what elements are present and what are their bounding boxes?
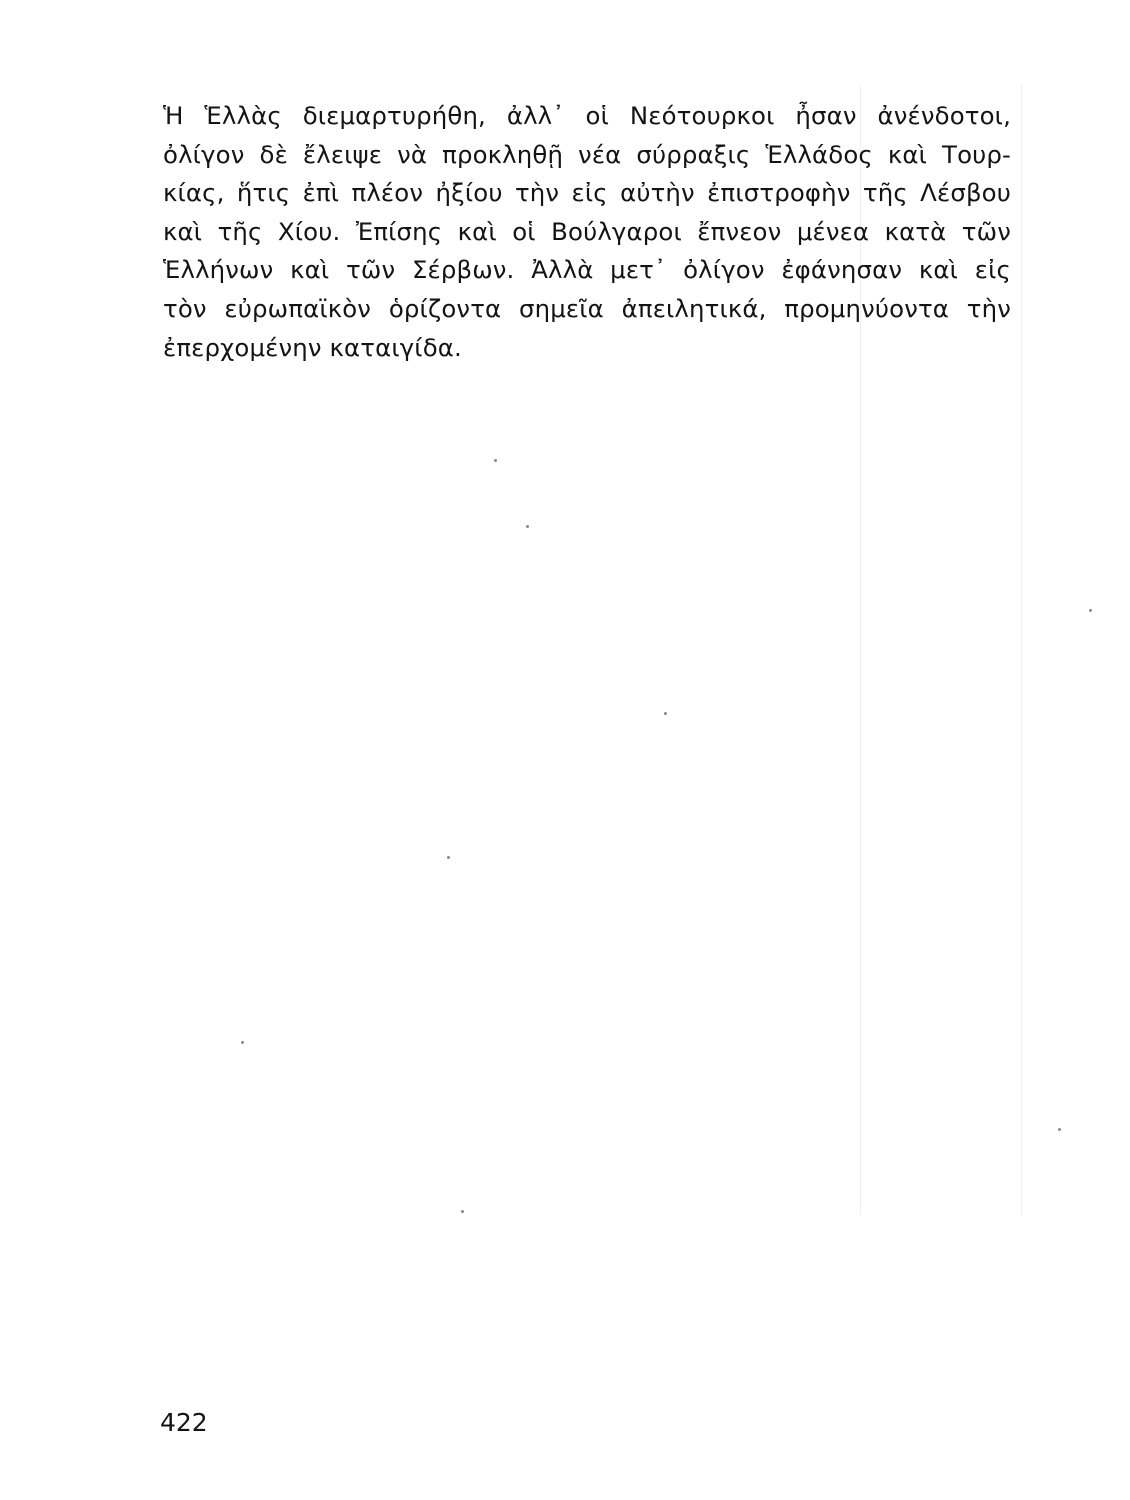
ink-speck [1058,1128,1061,1131]
ink-speck [461,1210,464,1213]
ink-speck [447,856,450,859]
ink-speck [494,459,497,462]
text-line: κίας, ἥτις ἐπὶ πλέον ἠξίου τὴν εἰς αὐτὴν ἐπιστροφὴν τῆς Λέσβου [163,178,1011,208]
text-line: ἐπερχομένην καταιγίδα. [163,332,462,362]
body-paragraph [163,97,1011,367]
text-line: καὶ τῆς Χίου. Ἐπίσης καὶ οἱ Βούλγαροι ἔπνεον μένεα κατὰ τῶν [163,216,1011,246]
text-line: Ἑλλήνων καὶ τῶν Σέρβων. Ἀλλὰ μετ᾽ ὀλίγον ἐφάνησαν καὶ εἰς [163,255,1011,285]
text-line: Ἡ Ἑλλὰς διεμαρτυρήθη, ἀλλ᾽ οἱ Νεότουρκοι ἦσαν ἀνένδοτοι, [163,101,1011,130]
page-number: 422 [160,1408,208,1437]
text-line: ὀλίγον δὲ ἔλειψε νὰ προκληθῇ νέα σύρραξις Ἑλλάδος καὶ Τουρ- [163,139,1011,169]
ink-speck [1089,609,1092,612]
text-line: τὸν εὐρωπαϊκὸν ὁρίζοντα σημεῖα ἀπειλητικά, προμηνύοντα τὴν [163,293,1011,323]
ink-speck [526,525,529,528]
ink-speck [241,1041,244,1044]
ink-speck [664,712,667,715]
